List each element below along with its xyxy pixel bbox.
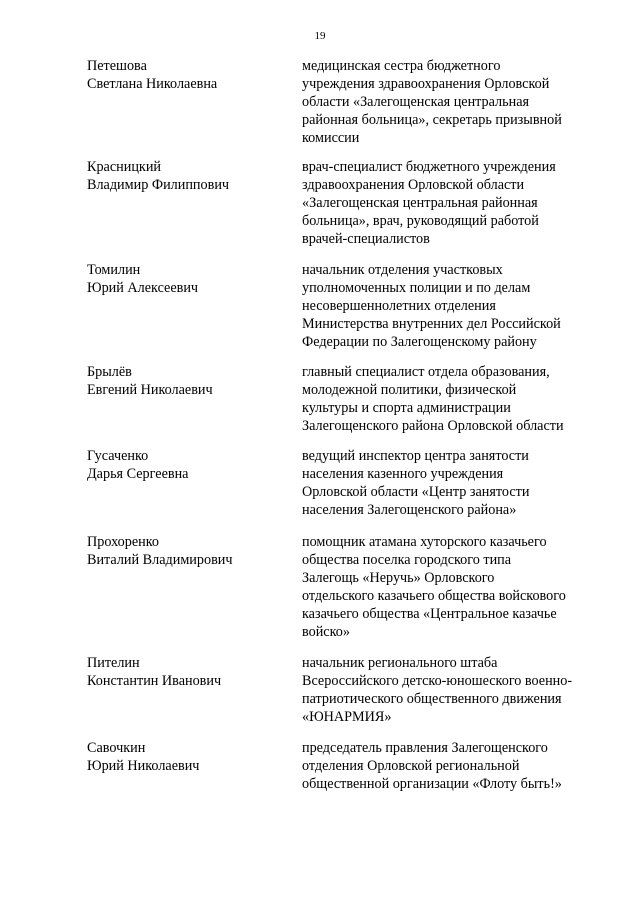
member-name (87, 57, 287, 93)
member-surname: Красницкий (87, 159, 162, 175)
role-line: учреждения здравоохранения Орловской (302, 76, 550, 92)
member-given-names: Юрий Николаевич (87, 758, 200, 774)
member-surname: Гусаченко (87, 448, 149, 464)
role-line: начальник регионального штаба (302, 655, 498, 671)
role-line: медицинская сестра бюджетного (302, 58, 501, 74)
role-line: «ЮНАРМИЯ» (302, 709, 392, 725)
member-surname: Петешова (87, 58, 147, 74)
member-role (302, 447, 602, 519)
member-role (302, 654, 602, 726)
role-line: Залегощенского района Орловской области (302, 418, 564, 434)
role-line: врач-специалист бюджетного учреждения (302, 159, 556, 175)
role-line: помощник атамана хуторского казачьего (302, 534, 547, 550)
member-given-names: Юрий Алексеевич (87, 280, 199, 296)
member-given-names: Константин Иванович (87, 673, 222, 689)
role-line: комиссии (302, 130, 360, 146)
role-line: патриотического общественного движения (302, 691, 562, 707)
member-name (87, 158, 287, 194)
role-line: молодежной политики, физической (302, 382, 517, 398)
member-given-names: Евгений Николаевич (87, 382, 213, 398)
member-role (302, 739, 602, 793)
member-role (302, 158, 602, 248)
role-line: районная больница», секретарь призывной (302, 112, 562, 128)
role-line: председатель правления Залегощенского (302, 740, 548, 756)
member-surname: Прохоренко (87, 534, 159, 550)
member-surname: Пителин (87, 655, 140, 671)
role-line: врачей-специалистов (302, 231, 430, 247)
role-line: войско» (302, 624, 350, 640)
page-number: 19 (314, 30, 326, 42)
role-line: области «Залегощенская центральная (302, 94, 530, 110)
member-surname: Брылёв (87, 364, 132, 380)
role-line: Орловской области «Центр занятости (302, 484, 530, 500)
member-role (302, 57, 602, 147)
member-given-names: Виталий Владимирович (87, 552, 233, 568)
role-line: главный специалист отдела образования, (302, 364, 550, 380)
role-line: казачьего общества «Центральное казачье (302, 606, 557, 622)
role-line: культуры и спорта администрации (302, 400, 511, 416)
member-role (302, 261, 602, 351)
member-role (302, 363, 602, 435)
role-line: общественной организации «Флоту быть!» (302, 776, 562, 792)
role-line: здравоохранения Орловской области (302, 177, 525, 193)
role-line: Залегощь «Неручь» Орловского (302, 570, 495, 586)
role-line: начальник отделения участковых (302, 262, 503, 278)
role-line: общества поселка городского типа (302, 552, 512, 568)
member-name (87, 261, 287, 297)
member-name (87, 447, 287, 483)
role-line: «Залегощенская центральная районная (302, 195, 538, 211)
member-name (87, 363, 287, 399)
member-given-names: Владимир Филиппович (87, 177, 230, 193)
member-name (87, 533, 287, 569)
role-line: населения Залегощенского района» (302, 502, 517, 518)
role-line: Федерации по Залегощенскому району (302, 334, 537, 350)
member-given-names: Дарья Сергеевна (87, 466, 189, 482)
role-line: больница», врач, руководящий работой (302, 213, 539, 229)
role-line: отдельского казачьего общества войскового (302, 588, 566, 604)
role-line: отделения Орловской региональной (302, 758, 520, 774)
member-name (87, 654, 287, 690)
member-surname: Томилин (87, 262, 141, 278)
role-line: ведущий инспектор центра занятости (302, 448, 529, 464)
role-line: Министерства внутренних дел Российской (302, 316, 561, 332)
role-line: Всероссийского детско-юношеского военно- (302, 673, 573, 689)
role-line: несовершеннолетних отделения (302, 298, 496, 314)
member-name (87, 739, 287, 775)
role-line: уполномоченных полиции и по делам (302, 280, 531, 296)
role-line: населения казенного учреждения (302, 466, 504, 482)
member-given-names: Светлана Николаевна (87, 76, 218, 92)
member-surname: Савочкин (87, 740, 146, 756)
member-role (302, 533, 602, 641)
